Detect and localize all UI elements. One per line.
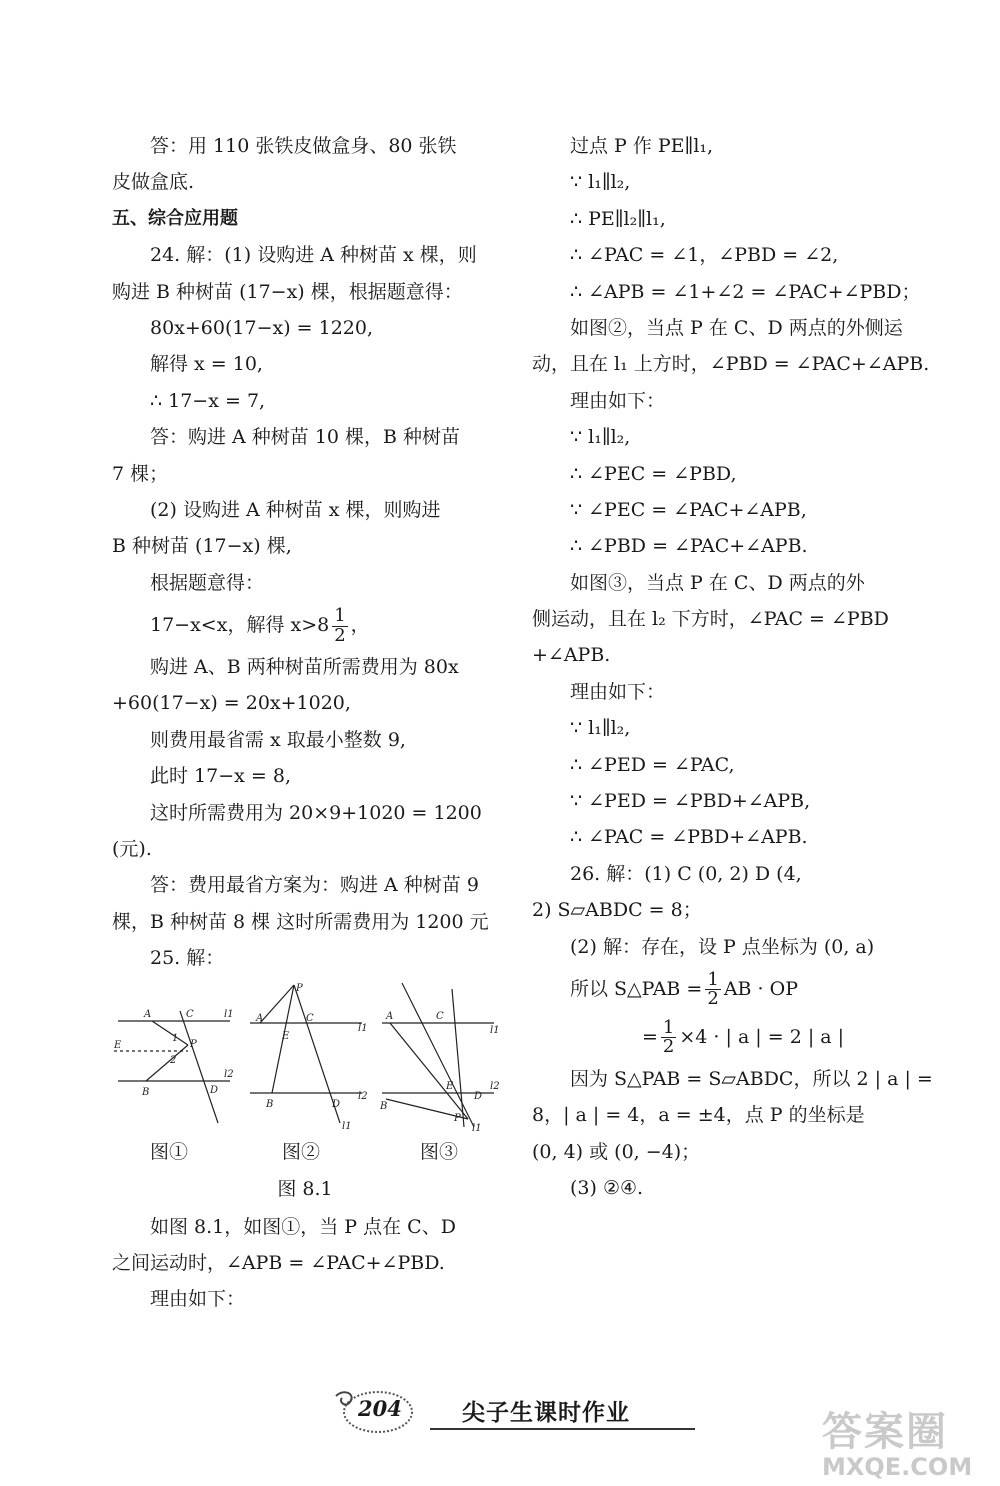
caption-fig3: 图③ [420, 1140, 459, 1163]
equation-line: 80x+60(17−x) = 1220, [150, 316, 374, 339]
text-line: 棵，B 种树苗 8 棵 这时所需费用为 1200 元 [112, 910, 489, 933]
fraction-denominator: 2 [662, 1036, 675, 1058]
label-B: B [142, 1086, 150, 1098]
text-line: B 种树苗 (17−x) 棵, [112, 535, 292, 558]
label-A: A [256, 1012, 264, 1024]
label-l1: l1 [490, 1024, 500, 1036]
label-l1: l1 [472, 1122, 482, 1133]
text-line: 7 棵； [112, 462, 169, 485]
formula-suffix: AB · OP [723, 977, 798, 1000]
label-D: D [474, 1090, 483, 1102]
section-heading: 五、综合应用题 [112, 207, 238, 229]
inequality-line [112, 601, 498, 649]
text-line: ∴ ∠PAC = ∠1，∠PBD = ∠2, [570, 244, 839, 267]
text-line: ∵ ∠PED = ∠PBD+∠APB, [570, 790, 811, 813]
text-line: 如图 8.1，如图①，当 P 点在 C、D [150, 1215, 456, 1238]
watermark-logo: 答案圈 [822, 1409, 948, 1455]
text-line: 皮做盒底. [112, 171, 195, 194]
text-line: ∴ 17−x = 7, [150, 389, 266, 412]
caption-fig2: 图② [282, 1140, 321, 1163]
label-P: P [454, 1112, 461, 1124]
text-line: 25. 解： [150, 947, 225, 970]
label-C: C [186, 1008, 194, 1020]
text-line: 过点 P 作 PE∥l₁, [570, 135, 714, 157]
fraction-denominator: 2 [707, 988, 719, 1010]
text-line: ∴ ∠PAC = ∠PBD+∠APB. [570, 826, 808, 849]
text-line: ∴ PE∥l₂∥l₁, [570, 207, 666, 230]
book-title: 尖子生课时作业 [462, 1400, 630, 1426]
watermark-url: MXQE.COM [822, 1453, 973, 1481]
label-B: B [380, 1100, 388, 1112]
label-C: C [436, 1010, 444, 1022]
text-line: ∵ l₁∥l₂, [570, 426, 631, 449]
inequality-text: 17−x<x，解得 x>8 [150, 614, 330, 637]
fraction-suffix: ， [350, 614, 370, 637]
label-P: P [190, 1038, 197, 1050]
text-line: ∴ ∠APB = ∠1+∠2 = ∠PAC+∠PBD； [570, 280, 921, 303]
text-line: 这时所需费用为 20×9+1020 = 1200 [150, 801, 482, 824]
fraction [332, 604, 347, 646]
fraction [661, 1016, 676, 1058]
label-D: D [332, 1098, 341, 1110]
figure-8-1 [112, 983, 498, 1133]
area-formula-line [532, 1013, 918, 1061]
footer-rule [430, 1428, 695, 1430]
fraction [705, 968, 720, 1010]
formula-prefix: = [642, 1025, 658, 1048]
label-P: P [296, 982, 303, 994]
formula-suffix: ×4 · | a | = 2 | a | [679, 1025, 845, 1048]
label-E: E [282, 1030, 290, 1042]
text-line: 因为 S△PAB = S▱ABDC，所以 2 | a | = [570, 1067, 933, 1090]
text-line: 解得 x = 10, [150, 353, 263, 376]
text-line: 如图③，当点 P 在 C、D 两点的外 [570, 571, 865, 594]
label-B: B [266, 1098, 274, 1110]
watermark [822, 1400, 972, 1481]
text-line: 此时 17−x = 8, [150, 765, 291, 788]
label-E: E [446, 1080, 454, 1092]
text-line: 如图②，当点 P 在 C、D 两点的外侧运 [570, 316, 903, 339]
area-formula-line [532, 965, 918, 1013]
fraction-denominator: 2 [334, 624, 346, 646]
fraction-numerator: 1 [334, 604, 346, 626]
text-line: ∴ ∠PBD = ∠PAC+∠APB. [570, 535, 808, 558]
label-2: 2 [170, 1054, 177, 1066]
text-line: ∵ l₁∥l₂, [570, 717, 631, 740]
text-line: ∴ ∠PEC = ∠PBD, [570, 462, 737, 485]
figure-1-diagram [114, 983, 234, 1133]
text-line: 答：用 110 张铁皮做盒身、80 张铁 [150, 135, 457, 157]
text-line: 2) S▱ABDC = 8； [532, 899, 702, 922]
text-line: 24. 解：(1) 设购进 A 种树苗 x 棵，则 [150, 244, 477, 267]
label-1: 1 [172, 1032, 179, 1044]
text-line: (2) 设购进 A 种树苗 x 棵，则购进 [150, 498, 441, 521]
text-line: (0, 4) 或 (0, −4)； [532, 1140, 701, 1163]
text-line: 理由如下： [570, 680, 666, 703]
label-D: D [210, 1084, 219, 1096]
label-A: A [144, 1008, 152, 1020]
fraction-numerator: 1 [707, 968, 719, 990]
text-line: 26. 解：(1) C (0, 2) D (4, [570, 862, 802, 885]
label-E: E [114, 1039, 122, 1051]
text-line: 答：费用最省方案为：购进 A 种树苗 9 [150, 874, 479, 897]
text-line: 理由如下： [150, 1288, 246, 1311]
label-C: C [306, 1012, 314, 1024]
label-l2: l2 [224, 1068, 234, 1080]
text-line: 购进 B 种树苗 (17−x) 棵，根据题意得： [112, 280, 463, 303]
text-line: 购进 A、B 两种树苗所需费用为 80x [150, 656, 459, 679]
page-footer [330, 1382, 700, 1442]
text-line: ∵ ∠PEC = ∠PAC+∠APB, [570, 498, 807, 521]
text-line: +60(17−x) = 20x+1020, [112, 692, 351, 715]
figure-2-diagram [242, 983, 370, 1133]
text-line: (元). [112, 838, 152, 861]
label-l1: l1 [342, 1120, 352, 1132]
text-line: (2) 解：存在，设 P 点坐标为 (0, a) [570, 935, 875, 958]
text-line: 理由如下： [570, 389, 666, 412]
text-line: 之间运动时，∠APB = ∠PAC+∠PBD. [112, 1251, 445, 1274]
right-column [532, 128, 933, 1207]
fraction-numerator: 1 [662, 1016, 675, 1038]
text-line: 侧运动，且在 l₂ 下方时，∠PAC = ∠PBD [532, 608, 889, 631]
label-A: A [386, 1010, 394, 1022]
formula-prefix: 所以 S△PAB = [570, 977, 703, 1000]
label-l2: l2 [490, 1080, 500, 1092]
figure-captions [112, 1133, 498, 1169]
left-column [112, 128, 498, 1318]
text-line: 8，| a | = 4，a = ±4，点 P 的坐标是 [532, 1104, 865, 1127]
caption-fig1: 图① [150, 1140, 189, 1163]
text-line: 答：购进 A 种树苗 10 棵，B 种树苗 [150, 426, 461, 449]
label-l2: l2 [358, 1090, 368, 1102]
text-line: 根据题意得： [150, 571, 265, 594]
figure-main-caption: 图 8.1 [277, 1177, 333, 1200]
text-line: +∠APB. [532, 644, 611, 667]
text-line: (3) ②④. [570, 1177, 644, 1200]
page-number: 204 [358, 1396, 402, 1421]
text-line: ∵ l₁∥l₂, [570, 171, 631, 194]
figure-3-diagram [376, 983, 500, 1133]
label-l1: l1 [358, 1022, 368, 1034]
label-l1: l1 [224, 1008, 234, 1020]
text-line: 动，且在 l₁ 上方时，∠PBD = ∠PAC+∠APB. [532, 353, 930, 376]
text-line: ∴ ∠PED = ∠PAC, [570, 753, 735, 776]
text-line: 则费用最省需 x 取最小整数 9, [150, 728, 406, 751]
